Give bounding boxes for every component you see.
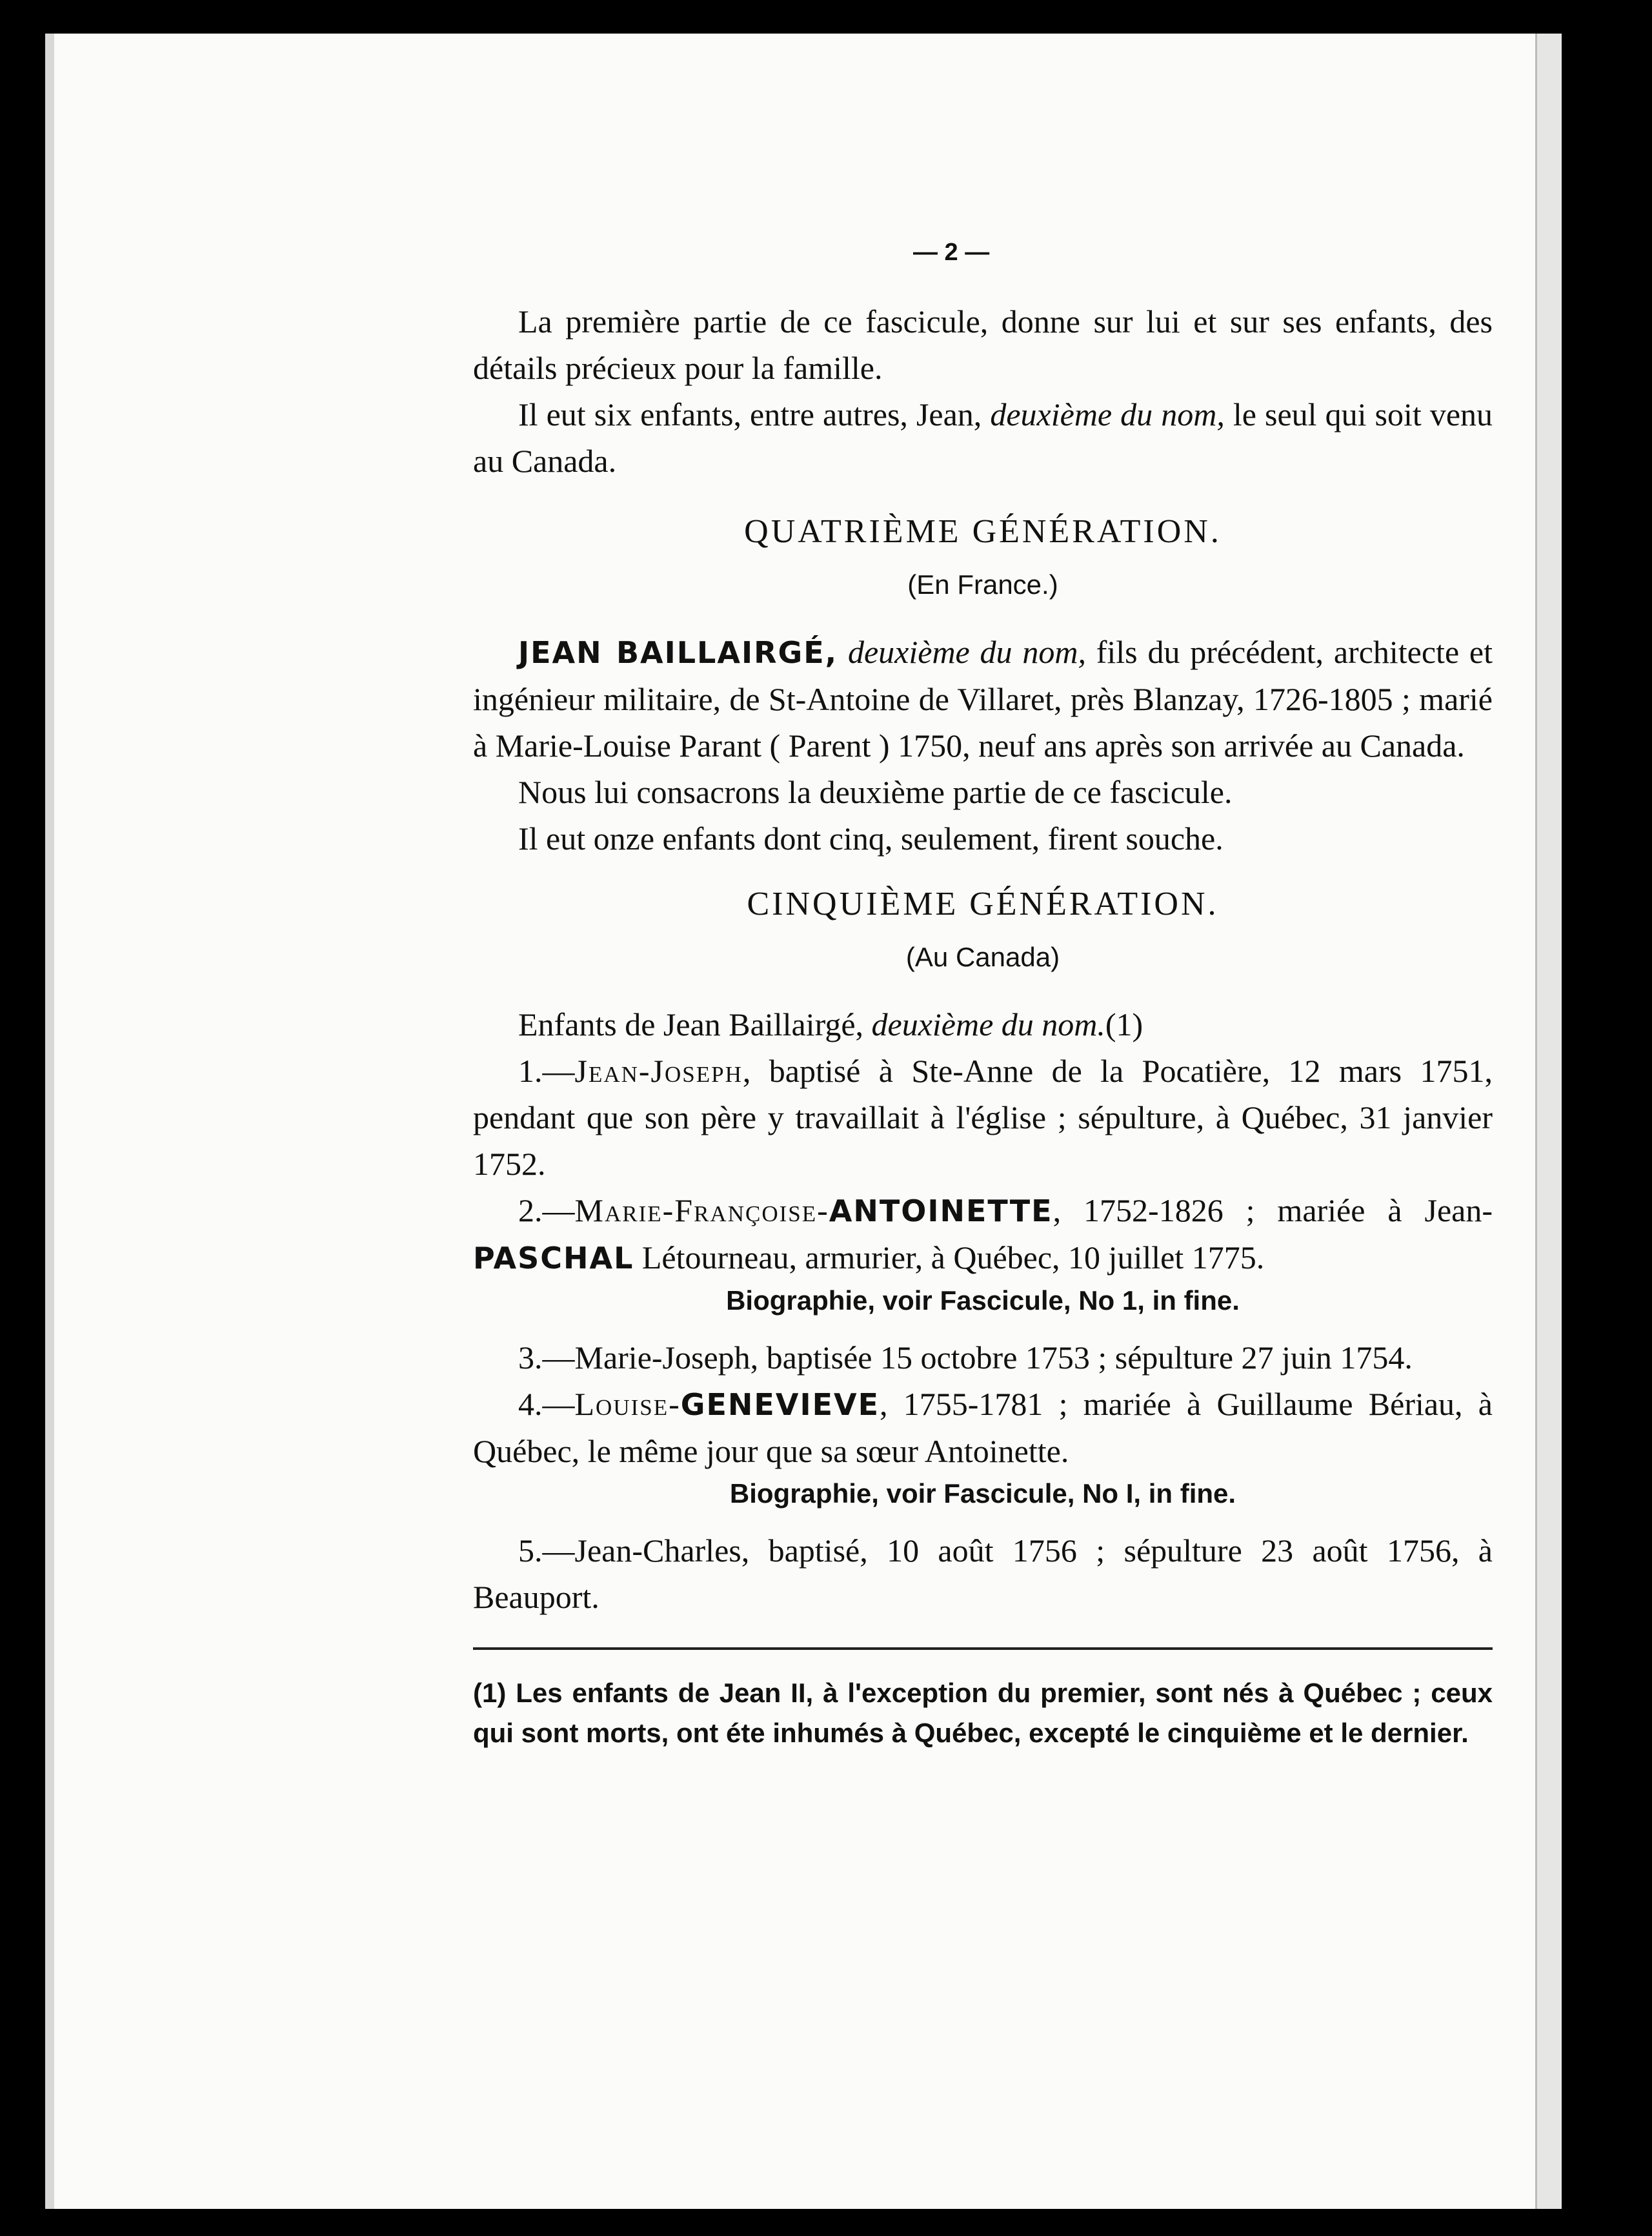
person-name: Marie-Françoise-: [574, 1192, 829, 1228]
heading-cinquieme-generation: CINQUIÈME GÉNÉRATION.: [747, 886, 1219, 922]
biography-note-2: Biographie, voir Fascicule, No I, in fine.: [729, 1478, 1236, 1509]
text-span: Il eut six enfants, entre autres, Jean,: [518, 396, 991, 432]
page-number: — 2 —: [913, 239, 990, 266]
paragraph-consacrons: Nous lui consacrons la deuxième partie de ce fascicule.: [518, 774, 1233, 810]
footnote-ref: (1): [1105, 1006, 1143, 1042]
text-span: Létourneau, armurier, à Québec, 10 juillet 1775.: [634, 1239, 1265, 1276]
paragraph-enfants-de-jean: [473, 1001, 1493, 1048]
paragraph-jean-baillairge: [473, 629, 1493, 769]
item-number: 4.—: [518, 1386, 575, 1422]
paragraph-six-enfants: [473, 391, 1493, 484]
text-span: , 1752-1826 ; mariée à Jean-: [1053, 1192, 1493, 1228]
person-name: PASCHAL: [473, 1241, 634, 1276]
footnote-divider: [473, 1647, 1493, 1650]
list-item-3: 3.—Marie-Joseph, baptisée 15 octobre 1753 ; sépulture 27 juin 1754.: [518, 1339, 1413, 1376]
item-number: 1.—: [518, 1053, 575, 1089]
list-item-2: [473, 1187, 1493, 1281]
item-number: 2.—: [518, 1192, 575, 1228]
person-name: GENEVIEVE: [680, 1387, 880, 1422]
footnote: (1) Les enfants de Jean II, à l'exception du premier, sont nés à Québec ; ceux qui sont morts, ont éte inhumés à Québec, excepté le cinquième et le dernier.: [473, 1678, 1493, 1748]
person-name: Jean-Joseph: [574, 1053, 743, 1089]
page-edge-left: [45, 34, 54, 2209]
person-name: JEAN BAILLAIRGÉ,: [518, 635, 838, 670]
text-span: , baptisé à Ste-Anne de la Pocatière, 12 mars 1751, pendant que son père y travaillait à l'église ; sépulture, à Québec, 31 janvier 1752.: [473, 1053, 1493, 1182]
page-edge-right: [1535, 34, 1562, 2209]
person-name: ANTOINETTE: [829, 1194, 1053, 1228]
heading-quatrieme-generation: QUATRIÈME GÉNÉRATION.: [744, 513, 1222, 550]
italic-span: deuxième du nom.: [871, 1006, 1105, 1042]
list-item-4: [473, 1381, 1493, 1474]
text-span: fils du précédent, architecte et ingénieur militaire, de St-Antoine de Villaret, près Blanzay, 1726-1805 ; marié à Marie-Louise Parant ( Parent ) 1750, neuf ans après son arrivée au Canada.: [473, 634, 1493, 764]
document-page: [45, 34, 1562, 2209]
italic-span: deuxième du nom,: [847, 634, 1086, 670]
list-item-5: 5.—Jean-Charles, baptisé, 10 août 1756 ; sépulture 23 août 1756, à Beauport.: [473, 1532, 1493, 1615]
list-item-1: [473, 1048, 1493, 1187]
text-span: Enfants de Jean Baillairgé,: [518, 1006, 872, 1042]
subheading-au-canada: (Au Canada): [905, 942, 1060, 972]
person-name: Louise-: [574, 1386, 681, 1422]
italic-span: deuxième du nom,: [990, 396, 1225, 432]
text-span: le seul qui soit venu au Canada.: [473, 396, 1493, 479]
paragraph-premiere-partie: La première partie de ce fascicule, donne sur lui et sur ses enfants, des détails précieux pour la famille.: [473, 303, 1493, 386]
biography-note-1: Biographie, voir Fascicule, No 1, in fine.: [726, 1285, 1240, 1316]
page-body: [473, 298, 1493, 1753]
text-span: , 1755-1781 ; mariée à Guillaume Bériau, à Québec, le même jour que sa sœur Antoinette.: [473, 1386, 1493, 1469]
subheading-en-france: (En France.): [907, 569, 1058, 600]
paragraph-onze-enfants: Il eut onze enfants dont cinq, seulement, firent souche.: [518, 820, 1224, 857]
